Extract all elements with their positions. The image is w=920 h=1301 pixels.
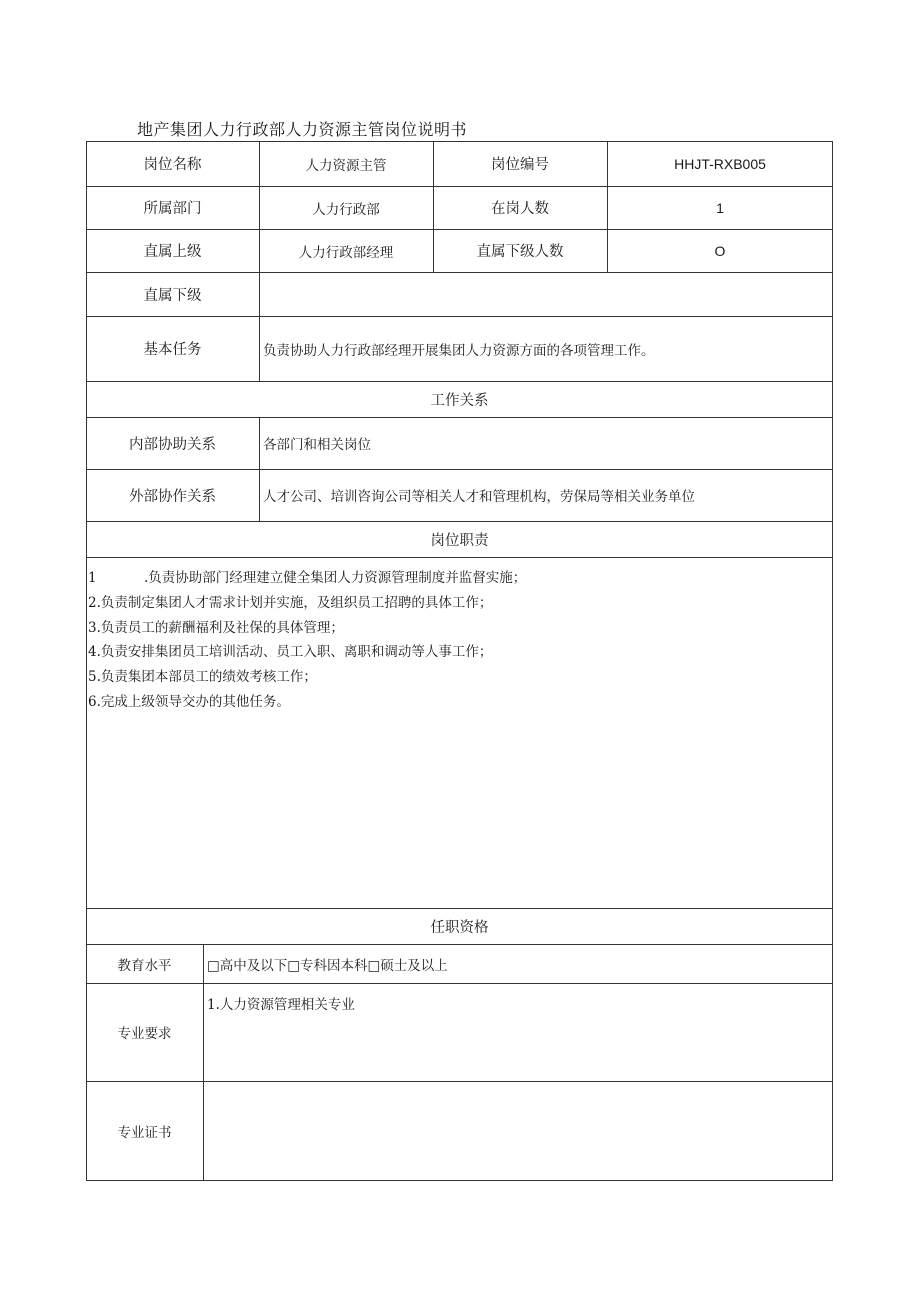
headcount-label: 在岗人数	[491, 201, 549, 217]
duty-text: .负责协助部门经理建立健全集团人力资源管理制度并监督实施；	[144, 570, 527, 586]
subordinate-count-value: O	[714, 242, 726, 259]
subordinate-count-label: 直属下级人数	[476, 244, 564, 260]
position-name-value: 人力资源主管	[305, 157, 387, 174]
education-label: 教育水平	[117, 957, 172, 974]
position-name-label: 岗位名称	[143, 157, 202, 173]
external-relations-value: 人才公司、培训咨询公司等相关人才和管理机构，劳保局等相关业务单位	[263, 489, 695, 505]
subordinate-value	[259, 272, 833, 316]
duty-item: 6.完成上级领导交办的其他任务。	[88, 693, 290, 710]
document-title: 地产集团人力行政部人力资源主管岗位说明书	[137, 120, 468, 139]
superior-value: 人力行政部经理	[298, 244, 394, 261]
position-code-label: 岗位编号	[491, 157, 549, 173]
position-code-value: HHJT-RXB005	[674, 155, 766, 172]
external-relations-label: 外部协作关系	[129, 488, 216, 505]
duty-item	[88, 566, 526, 591]
duty-item: 4.负责安排集团员工培训活动、员工入职、离职和调动等人事工作；	[88, 644, 493, 661]
internal-relations-label: 内部协助关系	[129, 436, 216, 453]
certificate-label: 专业证书	[117, 1125, 172, 1141]
headcount-value: 1	[716, 199, 724, 216]
major-label: 专业要求	[117, 1026, 172, 1042]
department-value: 人力行政部	[312, 201, 380, 218]
duty-item: 5.负责集团本部员工的绩效考核工作；	[88, 669, 317, 686]
duty-number: 1	[88, 570, 97, 586]
row-divider	[86, 557, 833, 558]
education-options: □高中及以下□专科因本科□硕士及以上	[207, 957, 448, 974]
superior-label: 直属上级	[143, 244, 202, 260]
basic-task-value: 负责协助人力行政部经理开展集团人力资源方面的各项管理工作。	[263, 342, 655, 359]
duty-item: 2.负责制定集团人才需求计划并实施，及组织员工招聘的具体工作；	[88, 594, 493, 611]
duty-item: 3.负责员工的薪酬福利及社保的具体管理；	[88, 619, 344, 636]
basic-task-label: 基本任务	[143, 342, 202, 358]
subordinate-label: 直属下级	[143, 287, 202, 304]
department-label: 所属部门	[143, 201, 202, 217]
work-relations-header: 工作关系	[430, 392, 489, 409]
duties-header: 岗位职责	[430, 532, 489, 549]
internal-relations-value: 各部门和相关岗位	[263, 437, 371, 453]
duties-list	[88, 566, 526, 715]
major-value: 1.人力资源管理相关专业	[207, 997, 355, 1013]
certificate-value	[203, 1081, 833, 1181]
qualifications-header: 任职资格	[430, 919, 489, 936]
